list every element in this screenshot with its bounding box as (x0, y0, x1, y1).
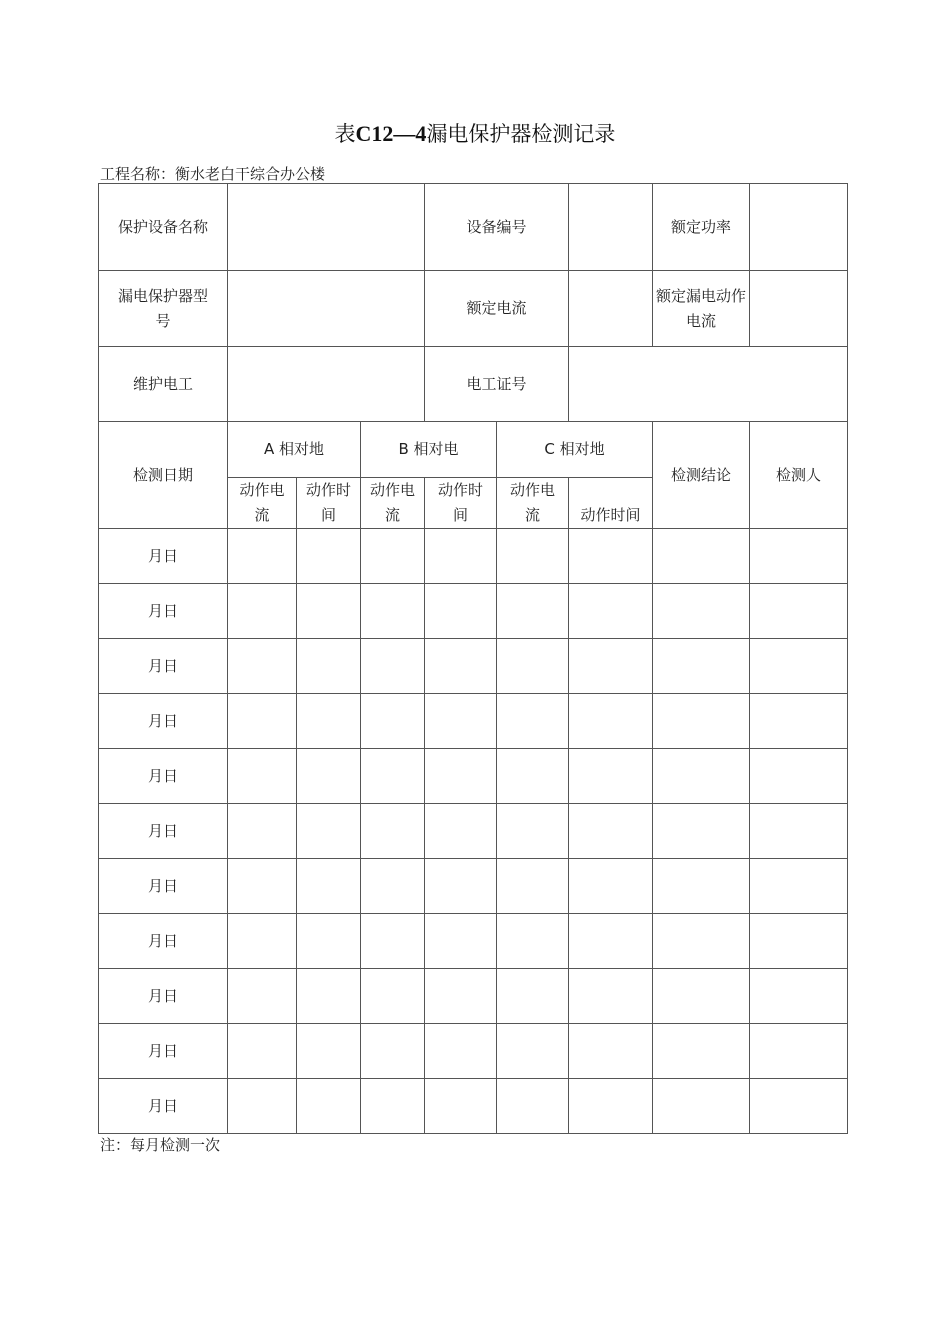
c-current-cell[interactable] (497, 529, 569, 584)
a-time-cell[interactable] (297, 914, 361, 969)
table-row (99, 529, 848, 584)
device-no-label: 设备编号 (425, 184, 569, 271)
a-time-cell[interactable] (297, 584, 361, 639)
page-title (0, 118, 950, 148)
b-current-cell[interactable] (361, 969, 425, 1024)
b-act-time-header: 动作时间 (425, 478, 497, 529)
row-date: 月日 (99, 804, 228, 859)
b-time-cell[interactable] (425, 584, 497, 639)
row-date: 月日 (99, 1079, 228, 1134)
inspector-cell[interactable] (750, 529, 848, 584)
a-current-cell[interactable] (228, 529, 297, 584)
c-time-cell[interactable] (569, 969, 653, 1024)
table-row (99, 694, 848, 749)
table-row (99, 914, 848, 969)
a-time-cell[interactable] (297, 639, 361, 694)
a-current-cell[interactable] (228, 1024, 297, 1079)
c-current-cell[interactable] (497, 749, 569, 804)
b-time-cell[interactable] (425, 859, 497, 914)
info-row-device (99, 184, 848, 271)
conclusion-cell[interactable] (653, 584, 750, 639)
rated-current-label: 额定电流 (425, 271, 569, 347)
conclusion-cell[interactable] (653, 529, 750, 584)
a-phase-header: A 相对地 (228, 422, 361, 478)
b-current-cell[interactable] (361, 1024, 425, 1079)
project-label: 工程名称： (100, 165, 176, 183)
b-current-cell[interactable] (361, 639, 425, 694)
c-current-cell[interactable] (497, 859, 569, 914)
table-row (99, 639, 848, 694)
title-name: 漏电保护器检测记录 (426, 122, 616, 146)
row-date: 月日 (99, 639, 228, 694)
table-row (99, 859, 848, 914)
c-time-cell[interactable] (569, 749, 653, 804)
row-date: 月日 (99, 1024, 228, 1079)
cert-label: 电工证号 (425, 347, 569, 422)
row-date: 月日 (99, 584, 228, 639)
info-row-model (99, 271, 848, 347)
inspector-cell[interactable] (750, 584, 848, 639)
c-current-cell[interactable] (497, 969, 569, 1024)
footnote: 注：每月检测一次 (100, 1136, 221, 1154)
rated-leak-current-cell[interactable] (750, 271, 848, 347)
inspector-cell[interactable] (750, 804, 848, 859)
c-current-cell[interactable] (497, 639, 569, 694)
table-row (99, 1079, 848, 1134)
c-time-cell[interactable] (569, 529, 653, 584)
inspector-cell[interactable] (750, 639, 848, 694)
b-time-cell[interactable] (425, 749, 497, 804)
inspector-cell[interactable] (750, 859, 848, 914)
c-time-cell[interactable] (569, 1079, 653, 1134)
a-act-current-header: 动作电流 (228, 478, 297, 529)
a-time-cell[interactable] (297, 969, 361, 1024)
inspector-cell[interactable] (750, 1079, 848, 1134)
b-current-cell[interactable] (361, 694, 425, 749)
table-row (99, 969, 848, 1024)
a-time-cell[interactable] (297, 529, 361, 584)
table-row (99, 1024, 848, 1079)
model-label: 漏电保护器型号 (99, 271, 228, 347)
cert-cell[interactable] (569, 347, 848, 422)
electrician-cell[interactable] (228, 347, 425, 422)
rated-power-label: 额定功率 (653, 184, 750, 271)
rated-leak-current-label: 额定漏电动作电流 (653, 271, 750, 347)
a-current-cell[interactable] (228, 969, 297, 1024)
inspection-table (98, 183, 848, 1134)
a-time-cell[interactable] (297, 694, 361, 749)
b-current-cell[interactable] (361, 749, 425, 804)
inspector-cell[interactable] (750, 1024, 848, 1079)
row-date: 月日 (99, 749, 228, 804)
a-time-cell[interactable] (297, 1024, 361, 1079)
inspector-cell[interactable] (750, 749, 848, 804)
rated-current-cell[interactable] (569, 271, 653, 347)
c-phase-header: C 相对地 (497, 422, 653, 478)
c-time-cell[interactable] (569, 1024, 653, 1079)
b-current-cell[interactable] (361, 1079, 425, 1134)
c-time-cell[interactable] (569, 639, 653, 694)
row-date: 月日 (99, 694, 228, 749)
project-name (100, 163, 325, 184)
a-time-cell[interactable] (297, 804, 361, 859)
a-time-cell[interactable] (297, 1079, 361, 1134)
model-cell[interactable] (228, 271, 425, 347)
device-no-cell[interactable] (569, 184, 653, 271)
b-time-cell[interactable] (425, 1024, 497, 1079)
b-current-cell[interactable] (361, 804, 425, 859)
b-time-cell[interactable] (425, 1079, 497, 1134)
title-code: C12—4 (355, 121, 427, 146)
device-name-cell[interactable] (228, 184, 425, 271)
b-phase-header: B 相对电 (361, 422, 497, 478)
inspector-cell[interactable] (750, 694, 848, 749)
c-current-cell[interactable] (497, 1079, 569, 1134)
b-current-cell[interactable] (361, 914, 425, 969)
b-time-cell[interactable] (425, 639, 497, 694)
a-act-time-header: 动作时间 (297, 478, 361, 529)
b-current-cell[interactable] (361, 584, 425, 639)
conclusion-cell[interactable] (653, 639, 750, 694)
a-current-cell[interactable] (228, 804, 297, 859)
row-date: 月日 (99, 914, 228, 969)
row-date: 月日 (99, 969, 228, 1024)
c-time-cell[interactable] (569, 914, 653, 969)
c-current-cell[interactable] (497, 914, 569, 969)
conclusion-cell[interactable] (653, 694, 750, 749)
c-time-cell[interactable] (569, 804, 653, 859)
b-act-current-header: 动作电流 (361, 478, 425, 529)
header-row-phases (99, 422, 848, 478)
c-current-cell[interactable] (497, 804, 569, 859)
inspector-cell[interactable] (750, 969, 848, 1024)
conclusion-cell[interactable] (653, 804, 750, 859)
conclusion-cell[interactable] (653, 969, 750, 1024)
inspector-cell[interactable] (750, 914, 848, 969)
table-row (99, 749, 848, 804)
a-current-cell[interactable] (228, 749, 297, 804)
a-time-cell[interactable] (297, 749, 361, 804)
c-time-cell[interactable] (569, 859, 653, 914)
conclusion-cell[interactable] (653, 1024, 750, 1079)
a-current-cell[interactable] (228, 584, 297, 639)
a-current-cell[interactable] (228, 914, 297, 969)
b-current-cell[interactable] (361, 859, 425, 914)
title-prefix: 表 (334, 122, 356, 146)
info-row-electrician (99, 347, 848, 422)
date-header: 检测日期 (99, 422, 228, 529)
project-value: 衡水老白干综合办公楼 (175, 165, 326, 183)
conclusion-header: 检测结论 (653, 422, 750, 529)
device-name-label: 保护设备名称 (99, 184, 228, 271)
b-time-cell[interactable] (425, 804, 497, 859)
table-row (99, 584, 848, 639)
electrician-label: 维护电工 (99, 347, 228, 422)
c-current-cell[interactable] (497, 584, 569, 639)
table-row (99, 804, 848, 859)
conclusion-cell[interactable] (653, 1079, 750, 1134)
c-current-cell[interactable] (497, 694, 569, 749)
a-current-cell[interactable] (228, 859, 297, 914)
b-current-cell[interactable] (361, 529, 425, 584)
conclusion-cell[interactable] (653, 749, 750, 804)
conclusion-cell[interactable] (653, 859, 750, 914)
c-act-current-header: 动作电流 (497, 478, 569, 529)
a-current-cell[interactable] (228, 1079, 297, 1134)
conclusion-cell[interactable] (653, 914, 750, 969)
c-time-cell[interactable] (569, 694, 653, 749)
inspector-header: 检测人 (750, 422, 848, 529)
row-date: 月日 (99, 859, 228, 914)
row-date: 月日 (99, 529, 228, 584)
c-act-time-header: 动作时间 (569, 478, 653, 529)
b-time-cell[interactable] (425, 529, 497, 584)
b-time-cell[interactable] (425, 694, 497, 749)
c-current-cell[interactable] (497, 1024, 569, 1079)
a-current-cell[interactable] (228, 639, 297, 694)
rated-power-cell[interactable] (750, 184, 848, 271)
a-time-cell[interactable] (297, 859, 361, 914)
c-time-cell[interactable] (569, 584, 653, 639)
a-current-cell[interactable] (228, 694, 297, 749)
b-time-cell[interactable] (425, 914, 497, 969)
b-time-cell[interactable] (425, 969, 497, 1024)
